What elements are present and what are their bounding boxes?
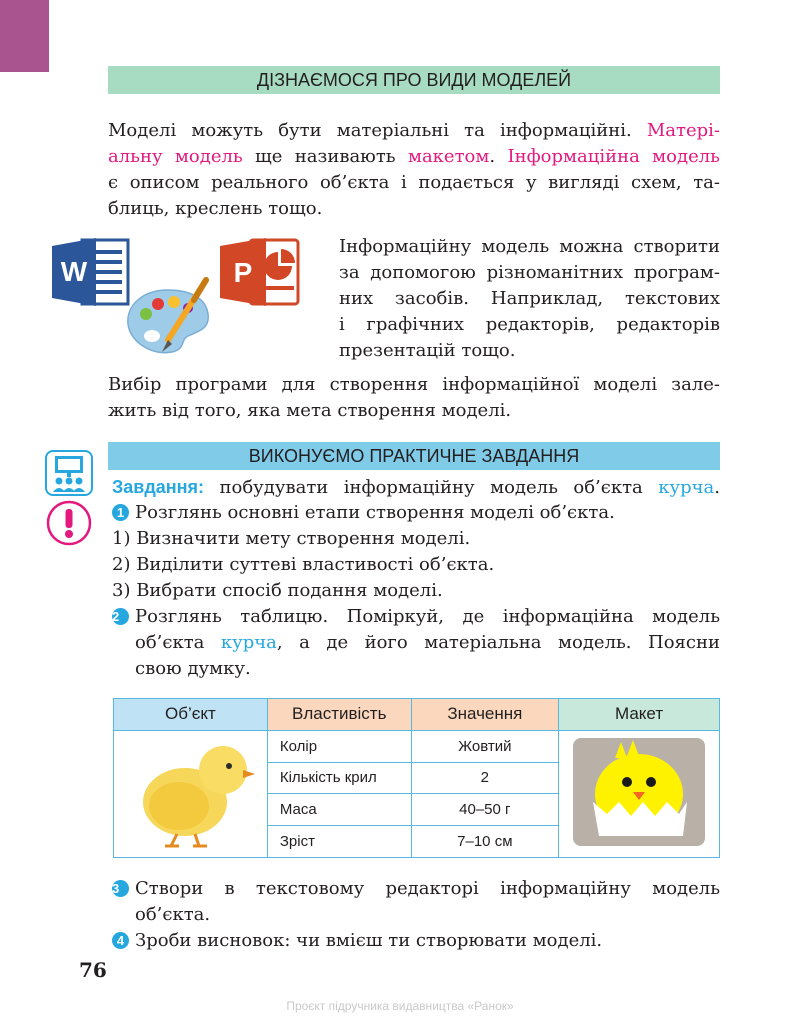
- choice-line-1: Вибір програми для створення інформаційної моделі зале-: [108, 374, 720, 395]
- property-cell: Кількість крил: [267, 762, 411, 794]
- step-3-line-2: об’єкта.: [135, 904, 211, 925]
- substep: 2) Виділити суттеві властивості об’єкта.: [112, 554, 495, 575]
- page-number: 76: [79, 958, 107, 982]
- header-maket: Макет: [559, 699, 720, 731]
- header-property: Властивість: [267, 699, 411, 731]
- steps-block: [112, 500, 720, 682]
- step-text: Створи в текстовому редакторі інформаційну модель: [135, 878, 720, 899]
- step-number-2: 2: [112, 608, 129, 625]
- value-cell: 2: [411, 762, 559, 794]
- substep: 3) Вибрати спосіб подання моделі.: [112, 580, 443, 601]
- intro-text: Моделі можуть бути матеріальні та інформаційні.: [108, 120, 632, 141]
- task-text: побудувати інформаційну модель об’єкта: [219, 477, 643, 498]
- step-number-3: 3: [112, 880, 129, 897]
- intro-line-3: є описом реального об’єкта і подається у вигляді схем, та-: [108, 172, 720, 193]
- header-object: Об’єкт: [114, 699, 268, 731]
- software-line: і графічних редакторів, редакторів: [339, 314, 720, 335]
- step-3: [112, 876, 720, 902]
- table-row: [114, 730, 720, 762]
- value-cell: Жовтий: [411, 730, 559, 762]
- toy-chick-photo: [571, 736, 707, 848]
- term-material: Матері-: [646, 120, 721, 141]
- corner-tab: [0, 0, 49, 72]
- step-2-line-2: [112, 630, 720, 656]
- step-number-4: 4: [112, 932, 129, 949]
- powerpoint-icon: [220, 236, 300, 308]
- section-title-practice: ВИКОНУЄМО ПРАКТИЧНЕ ЗАВДАННЯ: [108, 442, 720, 470]
- task-label: Завдання:: [112, 477, 205, 497]
- software-line: за допомогою різноманітних програм-: [339, 262, 720, 283]
- choice-line-2: жить від того, яка мета створення моделі.: [108, 400, 512, 421]
- step-2: [112, 604, 720, 630]
- intro-line-4: блиць, креслень тощо.: [108, 198, 323, 219]
- property-cell: Колір: [267, 730, 411, 762]
- term-material-model: альну модель: [108, 146, 243, 167]
- software-line: них засобів. Наприклад, текстових: [339, 288, 720, 309]
- substep: 1) Визначити мету створення моделі.: [112, 528, 471, 549]
- step-text: Розглянь основні етапи створення моделі об’єкта.: [135, 502, 615, 523]
- software-line: презентацій тощо.: [339, 340, 516, 361]
- word-icon: [52, 236, 130, 308]
- property-cell: Зріст: [267, 826, 411, 858]
- step-text: , а де його матеріальна модель. Поясни: [276, 632, 720, 653]
- choice-paragraph: [108, 372, 720, 424]
- value-cell: 40–50 г: [411, 794, 559, 826]
- step-text: об’єкта: [135, 632, 205, 653]
- step-4: [112, 928, 720, 954]
- step-1: [112, 500, 720, 526]
- word-letter: W: [60, 256, 88, 287]
- term-info-model: Інформаційна модель: [507, 146, 720, 167]
- intro-paragraph: [108, 118, 720, 222]
- ppt-letter: P: [233, 257, 253, 288]
- task-line: [112, 474, 720, 501]
- exclamation-icon: [46, 500, 92, 546]
- software-line: Інформаційну модель можна створити: [339, 236, 720, 257]
- chick-photo: [125, 734, 255, 850]
- property-cell: Маса: [267, 794, 411, 826]
- steps-block-2: [112, 876, 720, 954]
- intro-text: ще називають: [255, 146, 396, 167]
- palette-icon: [122, 276, 214, 358]
- model-table: [113, 698, 720, 858]
- section-title-models: ДІЗНАЄМОСЯ ПРО ВИДИ МОДЕЛЕЙ: [108, 66, 720, 94]
- task-paragraph: [112, 474, 720, 501]
- step-object: курча: [220, 632, 277, 653]
- task-object: курча: [658, 477, 715, 498]
- term-maket: макетом: [407, 146, 490, 167]
- task-text: .: [714, 477, 720, 498]
- header-value: Значення: [411, 699, 559, 731]
- footer-note: Проєкт підручника видавництва «Ранок»: [286, 999, 514, 1013]
- step-text: Розглянь таблицю. Поміркуй, де інформаційна модель: [135, 606, 720, 627]
- step-text: Зроби висновок: чи вмієш ти створювати моделі.: [135, 930, 603, 951]
- computer-task-icon: [45, 450, 93, 496]
- toy-photo-cell: [559, 730, 720, 857]
- value-cell: 7–10 см: [411, 826, 559, 858]
- intro-line-2: [108, 144, 720, 170]
- step-2-line-3: свою думку.: [135, 658, 251, 679]
- software-paragraph: [339, 234, 720, 364]
- table-header-row: [114, 699, 720, 731]
- intro-line-1: [108, 118, 720, 144]
- step-number-1: 1: [112, 504, 129, 521]
- intro-text: .: [489, 146, 496, 167]
- chick-photo-cell: [114, 730, 268, 857]
